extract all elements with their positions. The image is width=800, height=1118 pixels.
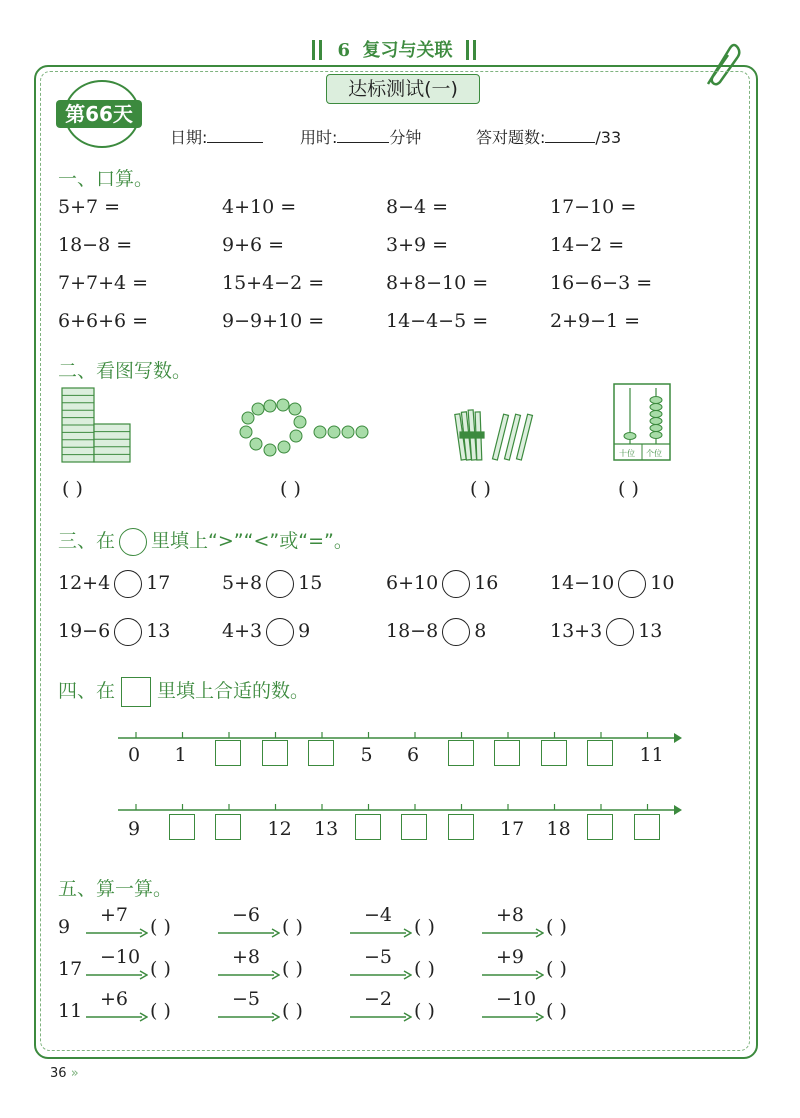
page-number (50, 1066, 79, 1081)
score-blank[interactable] (545, 128, 595, 143)
day-badge-label: 第66天 (56, 100, 142, 128)
mental-math-item[interactable]: 2+9−1 = (550, 310, 641, 332)
number-line-label: 1 (174, 744, 187, 766)
picture-answer-4[interactable]: ( ) (618, 478, 639, 500)
bead-counting-picture (234, 396, 384, 466)
mental-math-item[interactable]: 14−2 = (550, 234, 625, 256)
number-line-label: 17 (500, 818, 525, 840)
chain-arrow-icon (86, 1012, 148, 1022)
picture-answer-1[interactable]: ( ) (62, 478, 83, 500)
number-line-label: 11 (639, 744, 664, 766)
section-5-title: 五、算一算。 (58, 878, 173, 900)
chain-start: 17 (58, 958, 83, 980)
mental-math-item[interactable]: 16−6−3 = (550, 272, 653, 294)
chain-op: +8 (496, 904, 525, 926)
chain-arrow-icon (218, 928, 280, 938)
number-line-box[interactable] (401, 814, 427, 840)
mental-math-item[interactable]: 6+6+6 = (58, 310, 149, 332)
stick-bundle-picture (452, 404, 542, 466)
date-blank[interactable] (207, 128, 263, 143)
chain-answer[interactable]: ( ) (414, 916, 435, 938)
chain-arrow-icon (350, 928, 412, 938)
time-label: 用时: (300, 128, 338, 147)
page-number-text: 36 (50, 1066, 67, 1081)
chain-op: −10 (496, 988, 537, 1010)
square-sample-icon (121, 677, 151, 707)
compare-item (386, 570, 498, 598)
chain-start: 11 (58, 1000, 83, 1022)
compare-circle[interactable] (606, 618, 634, 646)
chain-op: −2 (364, 988, 393, 1010)
compare-item (550, 618, 662, 646)
score-label: 答对题数: (476, 128, 546, 147)
abacus-picture (612, 382, 674, 466)
mental-math-item[interactable]: 3+9 = (386, 234, 449, 256)
date-label: 日期: (170, 128, 208, 147)
number-line-box[interactable] (215, 740, 241, 766)
number-line-box[interactable] (169, 814, 195, 840)
compare-left: 13+3 (550, 620, 603, 642)
chain-op: −10 (100, 946, 141, 968)
abacus-ones-label: 个位 (646, 449, 662, 458)
chain-op: −6 (232, 904, 261, 926)
compare-right: 13 (638, 620, 663, 642)
ten-strips-picture (60, 386, 136, 466)
compare-left: 18−8 (386, 620, 439, 642)
mental-math-item[interactable]: 4+10 = (222, 196, 297, 218)
header-bar-left-icon (312, 40, 322, 60)
number-line-box[interactable] (634, 814, 660, 840)
chain-answer[interactable]: ( ) (546, 958, 567, 980)
section-3-suffix: 里填上“>”“<”或“=”。 (151, 530, 353, 552)
chain-arrow-icon (482, 1012, 544, 1022)
number-line-box[interactable] (308, 740, 334, 766)
score-field[interactable] (476, 125, 621, 148)
compare-circle[interactable] (266, 570, 294, 598)
section-4-prefix: 四、在 (58, 680, 116, 702)
chain-start: 9 (58, 916, 71, 938)
chain-answer[interactable]: ( ) (150, 1000, 171, 1022)
compare-circle[interactable] (442, 618, 470, 646)
mental-math-item[interactable]: 17−10 = (550, 196, 637, 218)
chain-answer[interactable]: ( ) (546, 1000, 567, 1022)
section-4-suffix: 里填上合适的数。 (157, 680, 310, 702)
chain-op: +9 (496, 946, 525, 968)
number-line-box[interactable] (587, 740, 613, 766)
compare-right: 9 (298, 620, 311, 642)
picture-answer-3[interactable]: ( ) (470, 478, 491, 500)
compare-right: 16 (474, 572, 499, 594)
score-total: /33 (595, 128, 622, 147)
chain-arrow-icon (482, 970, 544, 980)
chain-op: −4 (364, 904, 393, 926)
chain-arrow-icon (350, 1012, 412, 1022)
compare-item (58, 618, 170, 646)
chain-op: +8 (232, 946, 261, 968)
date-field[interactable] (170, 125, 263, 148)
unit-title-text: 复习与关联 (362, 40, 453, 61)
chain-answer[interactable]: ( ) (150, 916, 171, 938)
compare-left: 19−6 (58, 620, 111, 642)
section-3-prefix: 三、在 (58, 530, 116, 552)
compare-item (222, 570, 322, 598)
number-line-label: 18 (546, 818, 571, 840)
number-line-label: 6 (407, 744, 420, 766)
mental-math-item[interactable]: 9−9+10 = (222, 310, 325, 332)
chain-arrow-icon (218, 1012, 280, 1022)
chain-op: +7 (100, 904, 129, 926)
time-blank[interactable] (337, 128, 389, 143)
chain-arrow-icon (350, 970, 412, 980)
mental-math-item[interactable]: 14−4−5 = (386, 310, 489, 332)
number-line-box[interactable] (448, 814, 474, 840)
chain-op: −5 (364, 946, 393, 968)
compare-left: 14−10 (550, 572, 615, 594)
compare-item (58, 570, 170, 598)
chain-arrow-icon (482, 928, 544, 938)
section-2-title: 二、看图写数。 (58, 360, 192, 382)
compare-right: 17 (146, 572, 171, 594)
chain-answer[interactable]: ( ) (282, 958, 303, 980)
mental-math-item[interactable]: 8−4 = (386, 196, 449, 218)
number-line-box[interactable] (541, 740, 567, 766)
mental-math-item[interactable]: 18−8 = (58, 234, 133, 256)
unit-number: 6 (337, 40, 350, 61)
chain-answer[interactable]: ( ) (150, 958, 171, 980)
picture-answer-2[interactable]: ( ) (280, 478, 301, 500)
compare-circle[interactable] (114, 570, 142, 598)
mental-math-item[interactable]: 9+6 = (222, 234, 285, 256)
compare-item (386, 618, 486, 646)
compare-circle[interactable] (266, 618, 294, 646)
compare-left: 12+4 (58, 572, 111, 594)
compare-item (550, 570, 674, 598)
compare-left: 6+10 (386, 572, 439, 594)
chevron-right-icon: » (70, 1066, 79, 1081)
compare-left: 4+3 (222, 620, 263, 642)
number-line-box[interactable] (448, 740, 474, 766)
chain-answer[interactable]: ( ) (414, 1000, 435, 1022)
compare-right: 8 (474, 620, 487, 642)
test-title: 达标测试(一) (326, 74, 480, 104)
chain-arrow-icon (218, 970, 280, 980)
section-3-title (58, 526, 353, 556)
time-unit: 分钟 (389, 128, 422, 147)
number-line-box[interactable] (355, 814, 381, 840)
abacus-tens-label: 十位 (619, 449, 635, 458)
mental-math-item[interactable]: 7+7+4 = (58, 272, 149, 294)
circle-sample-icon (119, 528, 147, 556)
number-line-box[interactable] (587, 814, 613, 840)
chain-op: +6 (100, 988, 129, 1010)
section-4-title (58, 676, 309, 707)
section-1-title: 一、口算。 (58, 168, 154, 190)
chain-answer[interactable]: ( ) (282, 916, 303, 938)
mental-math-item[interactable]: 8+8−10 = (386, 272, 489, 294)
page-frame-dashed (40, 71, 750, 1051)
day-badge (56, 80, 146, 144)
compare-right: 15 (298, 572, 323, 594)
number-line-label: 12 (267, 818, 292, 840)
chain-arrow-icon (86, 970, 148, 980)
mental-math-item[interactable]: 5+7 = (58, 196, 121, 218)
header-bar-right-icon (466, 40, 476, 60)
number-line-label: 5 (360, 744, 373, 766)
number-line-label: 0 (128, 744, 141, 766)
chain-arrow-icon (86, 928, 148, 938)
mental-math-item[interactable]: 15+4−2 = (222, 272, 325, 294)
unit-title (330, 36, 460, 62)
compare-right: 10 (650, 572, 675, 594)
number-line-box[interactable] (262, 740, 288, 766)
compare-item (222, 618, 310, 646)
number-line-box[interactable] (494, 740, 520, 766)
time-field[interactable] (300, 125, 421, 148)
chain-answer[interactable]: ( ) (414, 958, 435, 980)
number-line-box[interactable] (215, 814, 241, 840)
compare-circle[interactable] (618, 570, 646, 598)
compare-circle[interactable] (114, 618, 142, 646)
number-line-label: 9 (128, 818, 141, 840)
compare-circle[interactable] (442, 570, 470, 598)
chain-answer[interactable]: ( ) (282, 1000, 303, 1022)
chain-op: −5 (232, 988, 261, 1010)
chain-answer[interactable]: ( ) (546, 916, 567, 938)
compare-left: 5+8 (222, 572, 263, 594)
number-line-label: 13 (314, 818, 339, 840)
compare-right: 13 (146, 620, 171, 642)
